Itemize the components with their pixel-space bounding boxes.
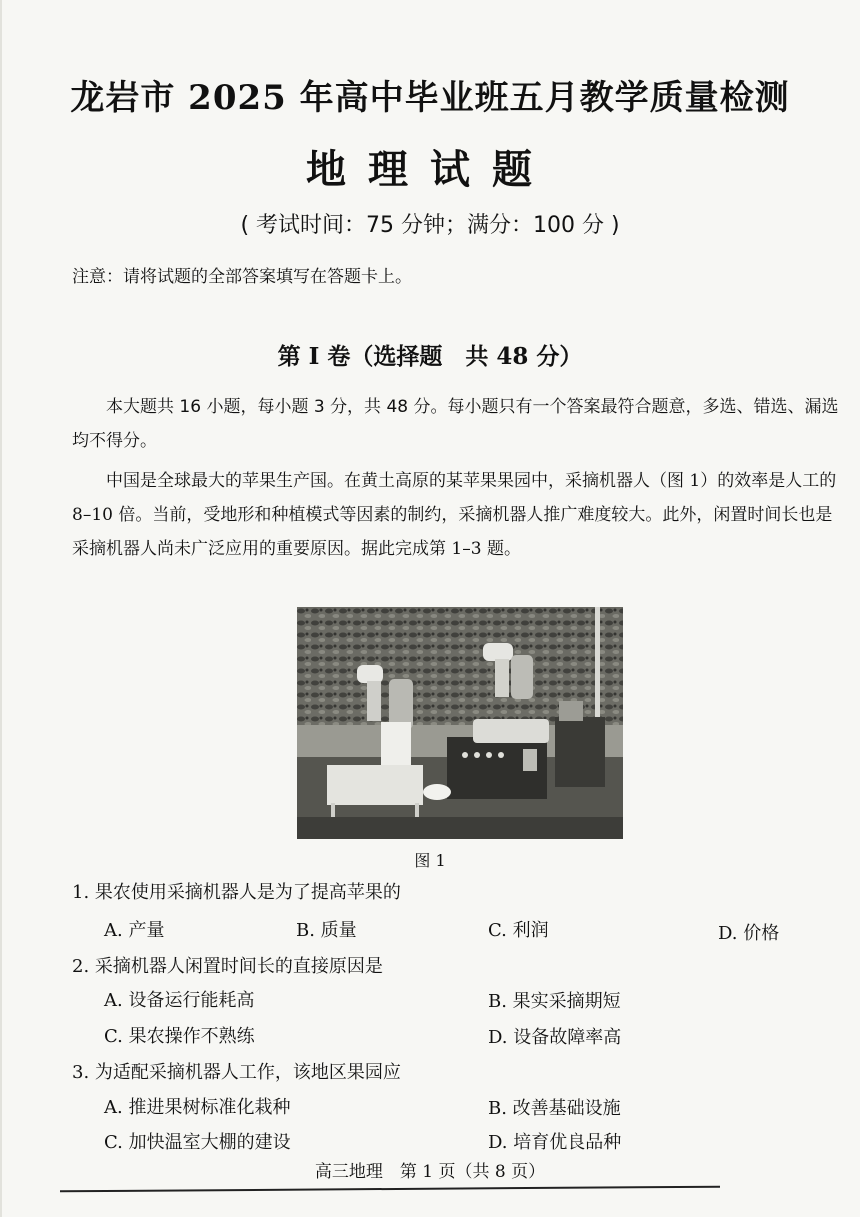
exam-main-title: 龙岩市 2025 年高中毕业班五月教学质量检测 bbox=[70, 78, 790, 118]
figure-picking-robot-photo bbox=[297, 607, 623, 839]
exam-notice: 注意：请将试题的全部答案填写在答题卡上。 bbox=[72, 267, 412, 287]
question-3-option-a: A. 推进果树标准化栽种 bbox=[104, 1097, 291, 1118]
section-title: 第 I 卷（选择题 共 48 分） bbox=[277, 343, 583, 370]
question-1-option-b: B. 质量 bbox=[296, 920, 357, 941]
question-3-option-d: D. 培育优良品种 bbox=[488, 1132, 622, 1153]
exam-info: ( 考试时间：75 分钟；满分：100 分 ) bbox=[240, 213, 620, 238]
question-1-option-d: D. 价格 bbox=[718, 923, 780, 944]
question-2-option-c: C. 果农操作不熟练 bbox=[104, 1026, 255, 1047]
question-3-stem: 3. 为适配采摘机器人工作，该地区果园应 bbox=[72, 1062, 401, 1083]
question-3-option-c: C. 加快温室大棚的建设 bbox=[104, 1132, 291, 1153]
question-2-option-a: A. 设备运行能耗高 bbox=[104, 990, 255, 1011]
question-2-option-d: D. 设备故障率高 bbox=[488, 1027, 622, 1048]
question-3-option-b: B. 改善基础设施 bbox=[488, 1098, 621, 1119]
page-footer: 高三地理 第 1 页（共 8 页） bbox=[314, 1162, 546, 1182]
question-1-option-c: C. 利润 bbox=[488, 920, 549, 941]
question-1-option-a: A. 产量 bbox=[104, 920, 165, 941]
question-2-option-b: B. 果实采摘期短 bbox=[488, 991, 621, 1012]
section-instructions: 本大题共 16 小题，每小题 3 分，共 48 分。每小题只有一个答案最符合题意，多选、错选、漏选均不得分。 bbox=[72, 397, 839, 451]
footer-rule bbox=[60, 1186, 720, 1193]
subject-title: 地理试题 bbox=[306, 146, 554, 193]
question-1-stem: 1. 果农使用采摘机器人是为了提高苹果的 bbox=[72, 882, 401, 903]
figure-caption: 图 1 bbox=[414, 851, 446, 870]
question-context: 中国是全球最大的苹果生产国。在黄土高原的某苹果果园中，采摘机器人（图 1）的效率是人工的 8–10 倍。当前，受地形和种植模式等因素的制约，采摘机器人推广难度较大。此外，闲置时间长也是采摘机器人尚未广泛应用的重要原因。据此完成第 1–3 题。 bbox=[72, 471, 837, 559]
question-2-stem: 2. 采摘机器人闲置时间长的直接原因是 bbox=[72, 956, 383, 977]
